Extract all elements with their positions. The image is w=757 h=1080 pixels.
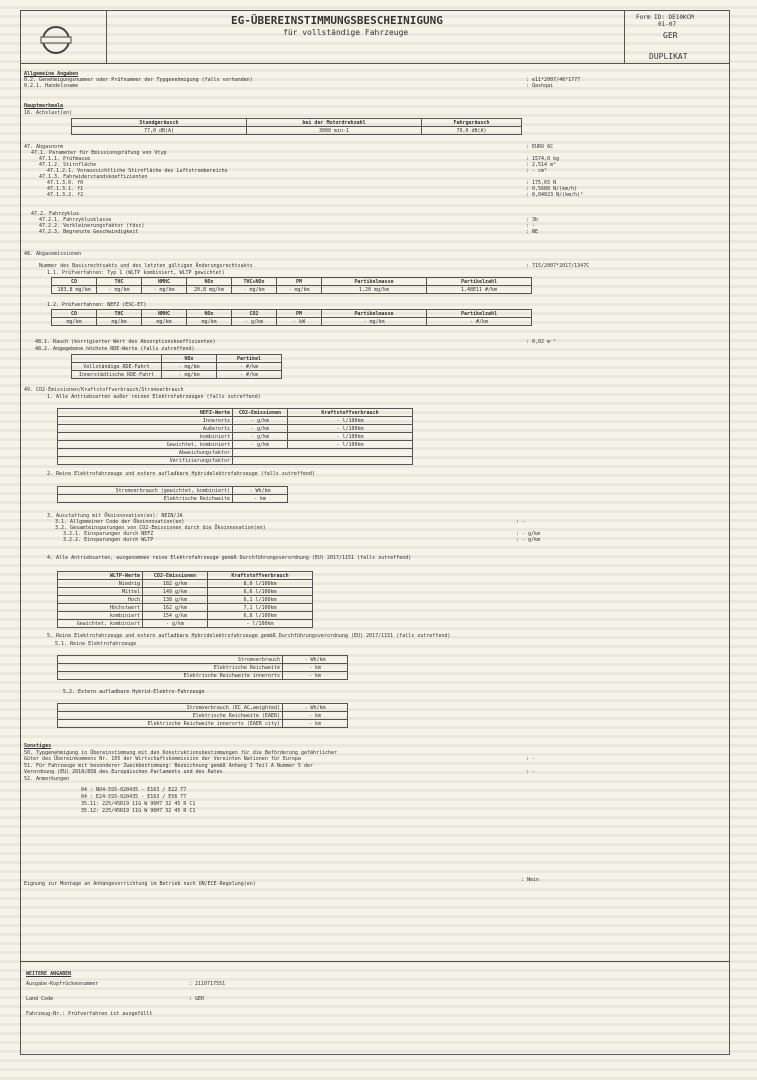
rde-r1-particle: - #/km [217,363,282,371]
general-line-0-value: : e11*2007/46*1777 [526,77,581,83]
nefz-h-pmass: Partikelmasse [322,310,427,318]
nefz-h-co: CO [52,310,97,318]
co2-phev-r2-value: - km [283,720,348,728]
emission-line-47: 47. Abgasnorm [24,144,64,150]
table-row [58,433,413,441]
emission-line-47131: 47.1.3.0. f0 [47,180,84,186]
emission-line-4723-value: : NE [526,229,539,235]
nefz-h-pnum: Partikelzahl [427,310,532,318]
wltp-h-nmhc: NMHC [142,278,187,286]
emission-line-47132-value: : 0,5680 N/(km/h) [526,186,578,192]
co2-line-491: 1. Alle Antriebsarten außer reinen Elektrofahrzeugen (falls zutreffend) [47,394,261,400]
noise-header-driving: Fahrgeräusch [422,119,522,127]
nefz-v-pm: - kW [277,318,322,326]
emission-line-47-value: : EURO 6C [526,144,554,150]
co2-nefz-r3-fuel: - l/100km [288,441,413,449]
rde-r1-nox: - mg/km [162,363,217,371]
co2-wltp-r0-label: Niedrig [58,580,143,588]
emission-line-47133-value: : 0,04023 N/(km/h)² [526,192,584,198]
nefz-v-nox: mg/km [187,318,232,326]
section-misc-heading: Sonstiges [24,743,52,749]
table-row [58,457,413,465]
rde-r1-label: Vollständige RDE-Fahrt [72,363,162,371]
co2-wltp-r1-co2: 149 g/km [143,588,208,596]
exhaust-line-484: 48.2. Angegebene höchste RDE-Werte (falls zutreffend) [35,346,195,352]
emission-line-4712-value: : 2,514 m² [526,162,557,168]
co2-bev-r2-label: Elektrische Reichweite innerorts [58,672,283,680]
emission-line-4711: 47.1.1. Prüfmasse [39,156,91,162]
co2-bev-r2-value: - km [283,672,348,680]
co2-ev-r0-label: Stromverbrauch (gewichtet, kombiniert) [58,487,233,495]
emission-line-4721: 47.2.1. Fahrzyklusklasse [39,217,112,223]
emission-line-471: 47.1. Parameter für Emissionsprüfung von Vtyp [31,150,167,156]
emission-line-47121-value: : - cm² [526,168,548,174]
table-row [58,664,348,672]
bottom-heading: WEITERE ANGABEN [26,971,72,977]
general-line-1: 0.2.1. Handelsname [24,83,79,89]
remark-line: 04 : NO4-5S5-020435 - E163 / E22 T7 [81,787,187,793]
co2-wltp-r3-fuel: 7,1 l/100km [208,604,313,612]
table-row [58,620,313,628]
wltp-h-thcnox: THC+NOx [232,278,277,286]
emission-line-472: 47.2. Fahrzyklus [31,211,80,217]
noise-value-driving: 70,0 dB(A) [422,127,522,135]
co2-line-49321: 3.2.1. Einsparungen durch NEFZ [63,531,154,537]
co2-bev-r0-value: - Wh/km [283,656,348,664]
table-row [58,604,313,612]
wltp-h-nox: NOx [187,278,232,286]
co2-line-4951: 5.1. Reine Elektrofahrzeuge [55,641,137,647]
co2-wltp-r3-co2: 162 g/km [143,604,208,612]
wltp-h-pm: PM [277,278,322,286]
emission-line-4711-value: : 1574,0 kg [526,156,560,162]
exhaust-table-wltp [51,277,532,294]
co2-wltp-r4-fuel: 6,8 l/100km [208,612,313,620]
co2-line-49: 49. CO2-Emissionen/Kraftstoffverbrauch/Stromverbrauch [24,387,184,393]
co2-nefz-r1-co2: - g/km [233,425,288,433]
exhaust-line-48: 48. Abgasemissionen [24,251,82,257]
co2-nefz-r0-label: Innerorts [58,417,233,425]
co2-phev-r1-label: Elektrische Reichweite (EAER) [58,712,283,720]
trailer-coupling-line: Eignung zur Montage an Anhängevorrichtung im Betrieb nach UN/ECE-Regelung(en) [24,881,256,887]
table-row [58,425,413,433]
co2-nefz-r5-label: Verifizierungsfaktor [58,457,233,465]
bottom-line-2-value: : GER [189,996,205,1002]
form-version: 01-07 [658,21,677,28]
co2-wltp-r5-co2: - g/km [143,620,208,628]
rde-h-nox: NOx [162,355,217,363]
wltp-v-pmass: 1,20 mg/km [322,286,427,294]
co2-phev-r0-label: Stromverbrauch (EC_AC,weighted) [58,704,283,712]
header-bottom-line [21,63,729,64]
brand-logo-icon [39,23,73,57]
bottom-line-1-value: : 2110717551 [189,981,226,987]
co2-nefz-r0-fuel: - l/100km [288,417,413,425]
noise-header-standing: Standgeräusch [72,119,247,127]
co2-bev-r0-label: Stromverbrauch [58,656,283,664]
co2-wltp-h-values: WLTP-Werte [58,572,143,580]
co2-wltp-table [57,571,313,628]
co2-line-494: 4. Alle Antriebsarten, ausgenommen reine Elektrofahrzeuge gemäß Durchführungsverordnung (EU) 2017/1151 (falls zutreffend) [47,555,412,561]
bottom-line-2: Land Code [26,996,54,1002]
co2-phev-table [57,703,348,728]
co2-wltp-r0-fuel: 8,0 l/100km [208,580,313,588]
co2-line-49322-value: : - g/km [516,537,541,543]
co2-ev-r1-value: - km [233,495,288,503]
nefz-v-co: mg/km [52,318,97,326]
co2-line-492: 2. Reine Elektrofahrzeuge und extern aufladbare Hybridelektrofahrzeuge (falls zutreffend) [47,471,315,477]
co2-nefz-r3-label: Gewichtet, kombiniert [58,441,233,449]
co2-line-4952: 5.2. Extern aufladbare Hybrid-Elektro-Fahrzeuge [63,689,205,695]
emission-line-47121: 47.1.2.1. Voraussichtliche Stirnfläche des Luftstrombereichs [47,168,228,174]
noise-value-standing: 77,0 dB(A) [72,127,247,135]
exhaust-table-nefz [51,309,532,326]
rde-table [71,354,282,379]
misc-line-50: 50. Typgenehmigung in Übereinstimmung mit den Konstruktionsbestimmungen für die Beförderung gefährlicher [24,750,338,756]
misc-line-52: 52. Anmerkungen [24,776,70,782]
wltp-h-pmass: Partikelmasse [322,278,427,286]
certificate-title: EG-ÜBEREINSTIMMUNGSBESCHEINIGUNG [231,14,443,27]
exhaust-line-48a: Nummer des Basisrechtsakts und des letzten gültigen Änderungsrechtsakts [39,263,253,269]
emission-line-4723: 47.2.3. Begrenzte Geschwindigkeit [39,229,139,235]
certificate-page [20,10,730,1055]
co2-nefz-h-co2: CO2-Emissionen [233,409,288,417]
co2-nefz-r3-co2: - g/km [233,441,288,449]
co2-ev-table [57,486,288,503]
remark-line: 04 : E24-5S5-020435 - E163 / E56 T7 [81,794,187,800]
trailer-coupling-value: : Nein [521,877,540,883]
bottom-line-1: Ausgabe-Kopfrückennummer [26,981,99,987]
rde-h-blank [72,355,162,363]
co2-phev-r2-label: Elektrische Reichweite innerorts (EAER city) [58,720,283,728]
noise-header-rpm: bei der Motordrehzahl [247,119,422,127]
section-main-heading: Hauptmerkmale [24,103,64,109]
co2-wltp-r2-fuel: 6,1 l/100km [208,596,313,604]
co2-wltp-r5-fuel: - l/100km [208,620,313,628]
rde-r2-particle: - #/km [217,371,282,379]
emission-line-4721-value: : 3b [526,217,539,223]
remark-line: 35.12: 225/45R19 11G W 96H7 32 45 R C1 [81,808,196,814]
rde-r2-label: Innerstädtische RDE-Fahrt [72,371,162,379]
duplicate-status: DUPLIKAT [649,52,688,61]
co2-nefz-r1-label: Außerorts [58,425,233,433]
table-row [58,495,288,503]
co2-nefz-h-fuel: Kraftstoffverbrauch [288,409,413,417]
co2-bev-table [57,655,348,680]
nefz-h-nmhc: NMHC [142,310,187,318]
table-row [58,720,348,728]
misc-line-51-value: : - [526,769,536,775]
wltp-v-pm: - mg/km [277,286,322,294]
co2-wltp-h-co2: CO2-Emissionen [143,572,208,580]
certificate-subtitle: für vollständige Fahrzeuge [283,28,409,37]
country-code: GER [663,31,678,40]
co2-line-493: 3. Ausstattung mit Ökoinnovation(en): NEIN/JA [47,513,183,519]
wltp-v-co: 183,8 mg/km [52,286,97,294]
emission-line-4722: 47.2.2. Verkleinerungsfaktor (fdsc) [39,223,145,229]
co2-nefz-h-values: NEFZ-Werte [58,409,233,417]
general-line-0: 0.2. Genehmigungsnummer oder Prüfnummer der Typgenehmigung (falls vorhanden) [24,77,253,83]
co2-wltp-h-fuel: Kraftstoffverbrauch [208,572,313,580]
co2-phev-r0-value: - Wh/km [283,704,348,712]
misc-line-51b: Verordnung (EU) 2018/858 des Europäischen Parlaments und des Rates [24,769,223,775]
exhaust-line-48a-value: : 715/2007*2017/1347C [526,263,590,269]
table-row [58,487,288,495]
nefz-v-thc: mg/km [97,318,142,326]
nefz-h-nox: NOx [187,310,232,318]
co2-nefz-r0-co2: - g/km [233,417,288,425]
co2-nefz-r4-value [233,449,413,457]
nefz-v-pmass: - mg/km [322,318,427,326]
table-row [58,656,348,664]
wltp-v-nox: 20,8 mg/km [187,286,232,294]
emission-line-4712: 47.1.2. Stirnfläche [39,162,97,168]
remark-line: 35.11: 225/45R19 11G W 96H7 32 45 R C1 [81,801,196,807]
co2-wltp-r2-label: Hoch [58,596,143,604]
emission-line-47132: 47.1.3.1. f1 [47,186,84,192]
co2-line-49321-value: : - g/km [516,531,541,537]
co2-wltp-r1-fuel: 6,6 l/100km [208,588,313,596]
table-row [58,417,413,425]
noise-table [71,118,522,135]
exhaust-line-482: 1.2. Prüfverfahren: NEFZ (ESC-ET) [47,302,147,308]
co2-nefz-r1-fuel: - l/100km [288,425,413,433]
misc-line-51: 51. Für Fahrzeuge mit besonderer Zweckbestimmung: Bezeichnung gemäß Anhang I Teil A Nummer 5 der [24,763,313,769]
nefz-h-pm: PM [277,310,322,318]
co2-line-4932: 3.2. Gesamteinsparungen von CO2-Emissionen durch die Ökoinnovation(en) [55,525,266,531]
wltp-h-thc: THC [97,278,142,286]
emission-line-4713: 47.1.3. Fahrwiderstandskoeffizienten [39,174,148,180]
table-row [58,588,313,596]
exhaust-line-483: 48.1. Rauch (korrigierter Wert des Absorptionskoeffizienten) [35,339,216,345]
co2-wltp-r5-label: Gewichtet, kombiniert [58,620,143,628]
exhaust-line-483-value: : 0,02 m⁻¹ [526,339,557,345]
wltp-v-nmhc: - mg/km [142,286,187,294]
form-id: Form ID: DE10KCM [636,14,694,21]
co2-line-495: 5. Reine Elektrofahrzeuge und extern aufladbare Hybridelektrofahrzeuge gemäß Durchführungsverordnung (EU) 2017/1151 (falls zutreffend) [47,633,451,639]
rde-r2-nox: - mg/km [162,371,217,379]
co2-wltp-r2-co2: 138 g/km [143,596,208,604]
table-row [58,596,313,604]
co2-line-49322: 3.2.2. Einsparungen durch WLTP [63,537,154,543]
co2-nefz-r4-label: Abweichungsfaktor [58,449,233,457]
rde-h-particle: Partikel [217,355,282,363]
bottom-line-3: Fahrzeug-Nr.: Prüfverfahren ist ausgefüllt [26,1011,153,1017]
co2-ev-r0-value: - Wh/km [233,487,288,495]
co2-nefz-table [57,408,413,465]
axles-line: 16. Achslast(en) [24,110,73,116]
nefz-v-nmhc: mg/km [142,318,187,326]
table-row [58,449,413,457]
co2-nefz-r5-value [233,457,413,465]
table-row [58,672,348,680]
co2-phev-r1-value: - km [283,712,348,720]
co2-wltp-r3-label: Höchstwert [58,604,143,612]
co2-nefz-r2-fuel: - l/100km [288,433,413,441]
emission-line-4722-value: : - [526,223,536,229]
co2-line-4931-value: : - [516,519,526,525]
co2-line-4931: 3.1. Allgemeiner Code der Ökoinnovation(en) [55,519,185,525]
co2-nefz-r2-co2: - g/km [233,433,288,441]
exhaust-line-481: 1.1. Prüfverfahren: Typ 1 (WLTP kombiniert, WLTP gewichtet) [47,270,225,276]
co2-wltp-r4-co2: 154 g/km [143,612,208,620]
nefz-v-co2: - g/km [232,318,277,326]
table-row [58,612,313,620]
emission-line-47131-value: : 175,65 N [526,180,557,186]
co2-nefz-r2-label: kombiniert [58,433,233,441]
wltp-v-thc: - mg/km [97,286,142,294]
co2-wltp-r4-label: kombiniert [58,612,143,620]
table-row [58,441,413,449]
emission-line-47133: 47.1.3.2. f2 [47,192,84,198]
header-divider-right [624,11,625,63]
wltp-h-co: CO [52,278,97,286]
nefz-v-pnum: - #/km [427,318,532,326]
misc-line-50b: Güter des Übereinkommens Nr. 105 der Wirtschaftskommission der Vereinten Nationen für Europa [24,756,301,762]
misc-line-50-value: : - [526,756,536,762]
co2-wltp-r0-co2: 182 g/km [143,580,208,588]
bottom-divider [21,961,729,962]
table-row [58,580,313,588]
section-general-heading: Allgemeine Angaben [24,71,79,77]
header-divider-left [106,11,107,63]
table-row [58,704,348,712]
noise-value-rpm: 3000 min-1 [247,127,422,135]
co2-ev-r1-label: Elektrische Reichweite [58,495,233,503]
nefz-h-thc: THC [97,310,142,318]
wltp-h-pnum: Partikelzahl [427,278,532,286]
general-line-1-value: : Qashqai [526,83,554,89]
co2-bev-r1-value: - km [283,664,348,672]
co2-bev-r1-label: Elektrische Reichweite [58,664,283,672]
co2-wltp-r1-label: Mittel [58,588,143,596]
wltp-v-pnum: 1,48E11 #/km [427,286,532,294]
nefz-h-co2: CO2 [232,310,277,318]
table-row [58,712,348,720]
wltp-v-thcnox: - mg/km [232,286,277,294]
